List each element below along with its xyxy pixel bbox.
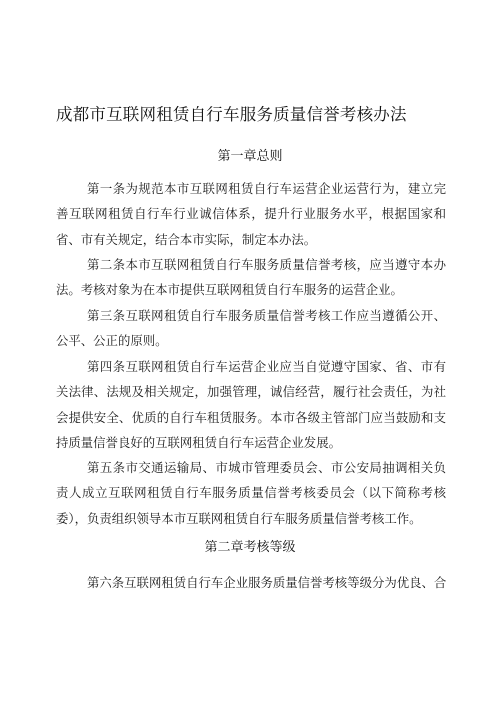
chapter-heading-2: 第二章考核等级 (204, 540, 296, 555)
article-4: 第四条互联网租赁自行车运营企业应当自觉遵守国家、省、市有关法律、法规及相关规定，加强管理，诚信经营，履行社会责任，为社会提供安全、优质的自行车租赁服务。本市各级主管部门应当鼓励和支持质量信誉良好的互联网租赁自行车运营企业发展。 (56, 359, 446, 450)
chapter-heading-1: 第一章总则 (217, 149, 283, 164)
article-2: 第二条本市互联网租赁自行车服务质量信誉考核，应当遵守本办法。考核对象为在本市提供互联网租赁自行车服务的运营企业。 (56, 257, 446, 298)
article-1: 第一条为规范本市互联网租赁自行车运营企业运营行为，建立完善互联网租赁自行车行业诚信体系，提升行业服务水平，根据国家和省、市有关规定，结合本市实际，制定本办法。 (56, 181, 446, 247)
article-3: 第三条互联网租赁自行车服务质量信誉考核工作应当遵循公开、公平、公正的原则。 (56, 308, 446, 349)
document-title: 成都市互联网租赁自行车服务质量信誉考核办法 (56, 105, 407, 124)
article-6: 第六条互联网租赁自行车企业服务质量信誉考核等级分为优良、合 (87, 575, 446, 590)
article-5: 第五条市交通运输局、市城市管理委员会、市公安局抽调相关负责人成立互联网租赁自行车服务质量信誉考核委员会（以下简称考核委），负责组织领导本市互联网租赁自行车服务质量信誉考核工作。 (56, 460, 446, 526)
